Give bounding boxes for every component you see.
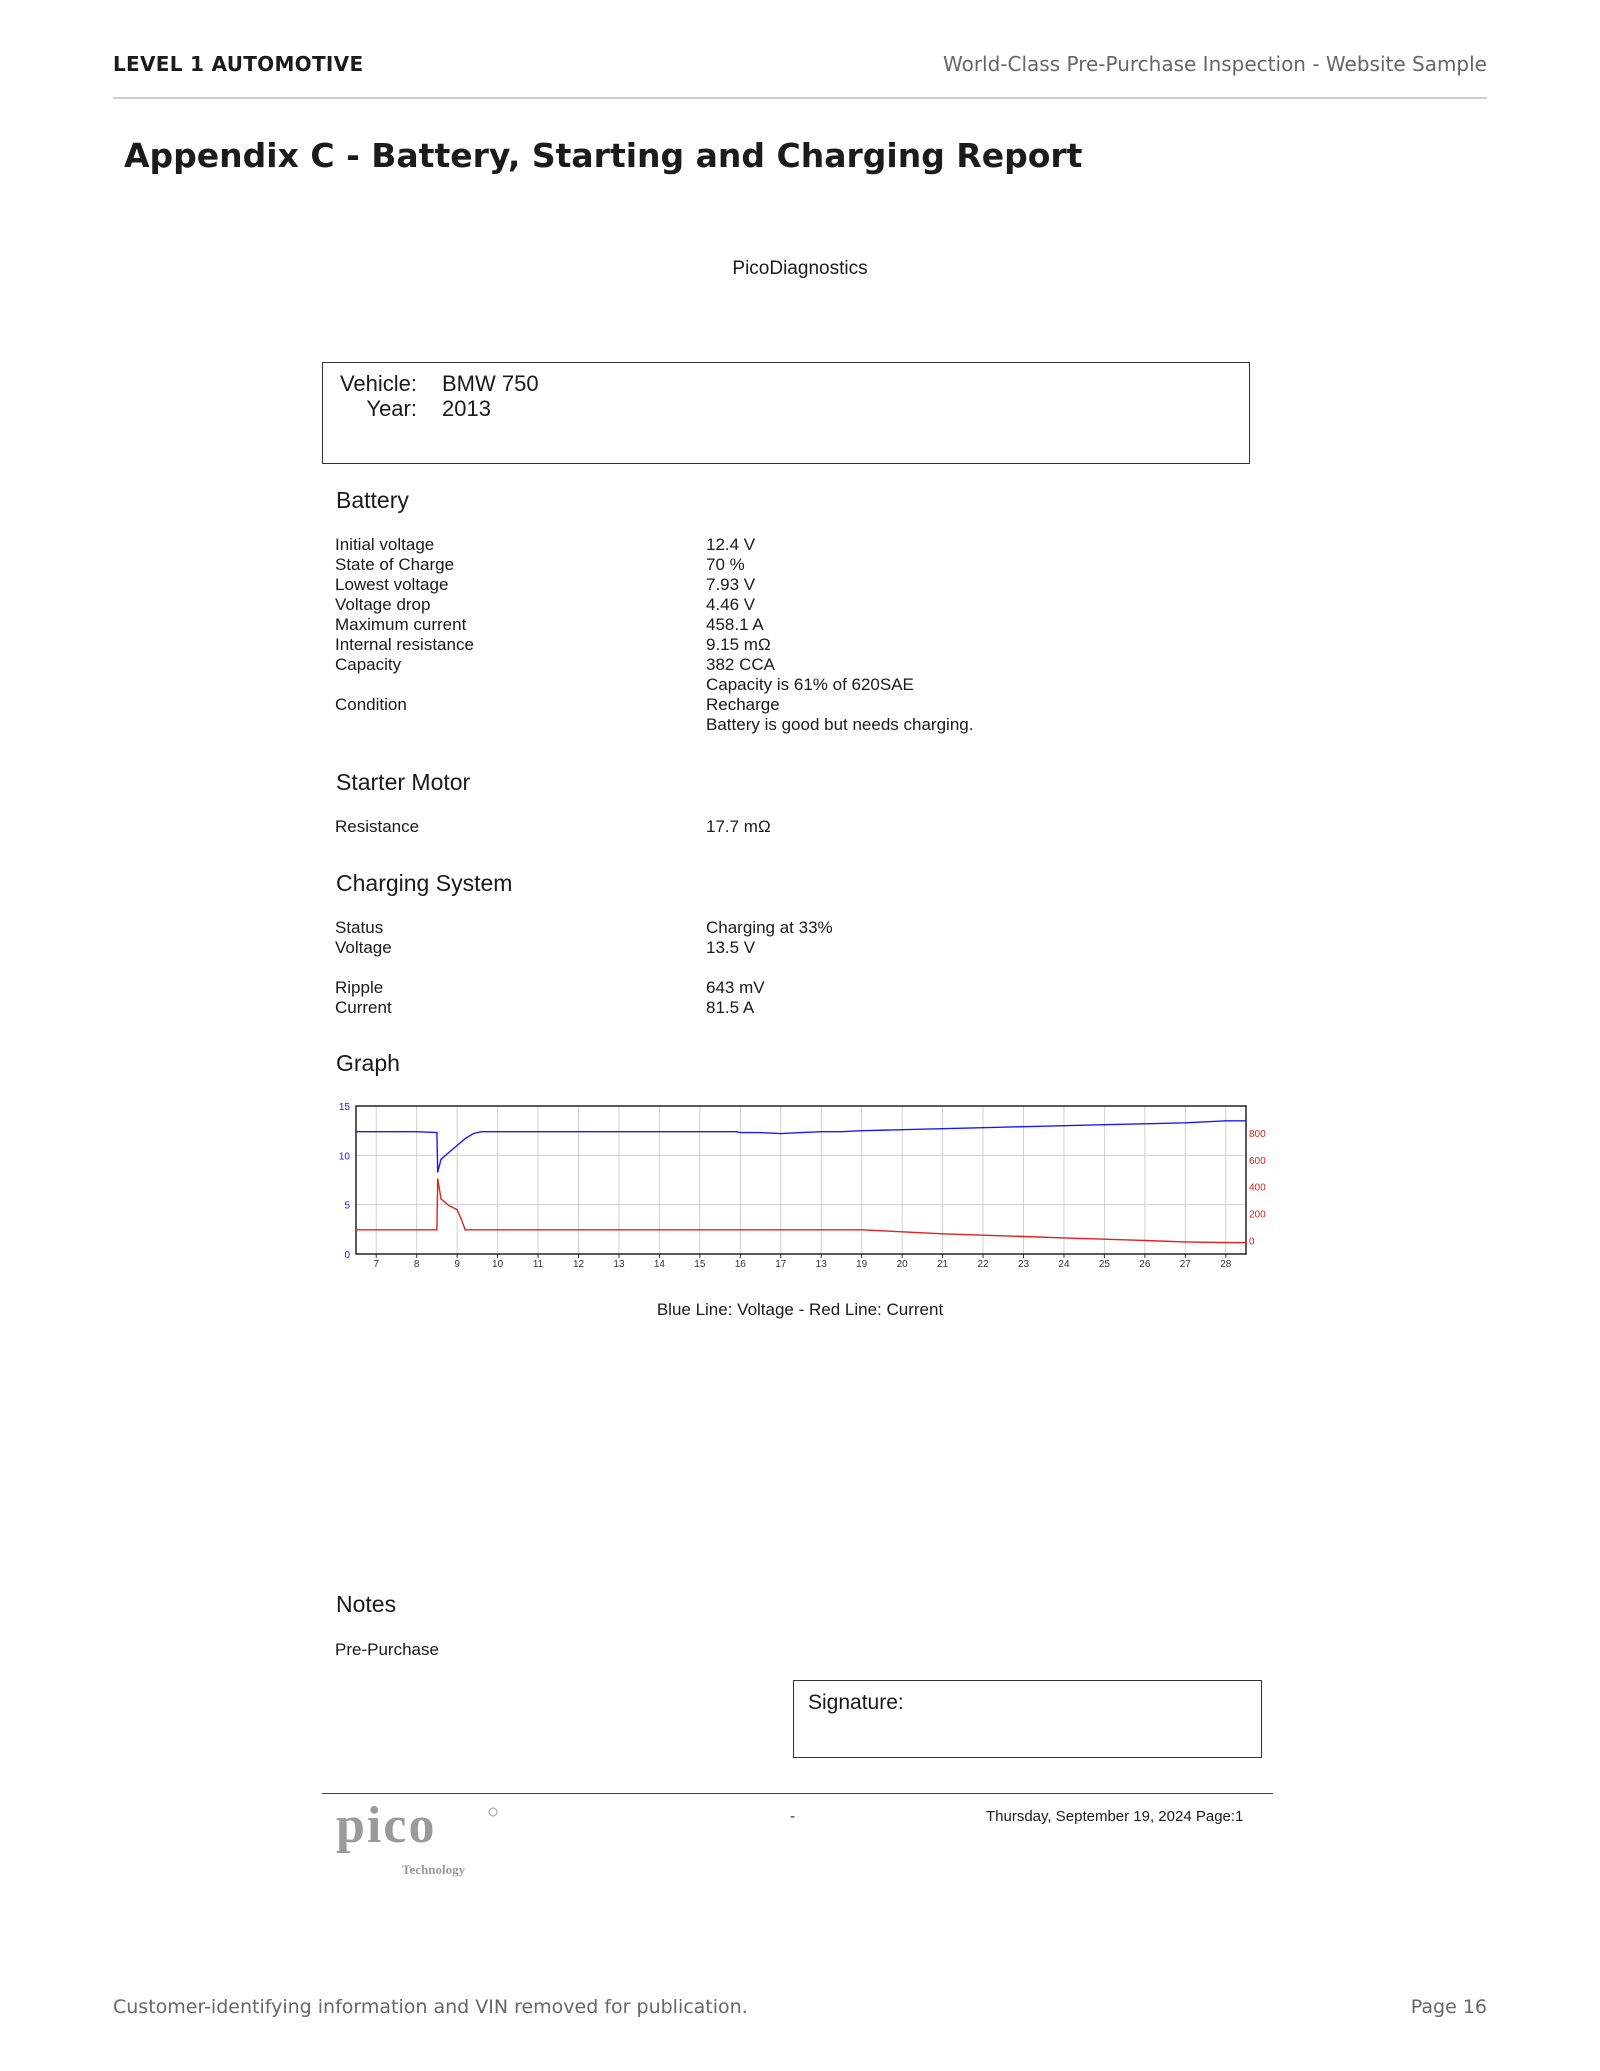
battery-row-value: 7.93 V — [706, 575, 756, 594]
y-left-tick-label: 10 — [338, 1151, 350, 1163]
voltage-point — [1104, 1124, 1105, 1125]
x-tick-label: 14 — [653, 1259, 665, 1270]
battery-row-label: State of Charge — [335, 555, 455, 574]
voltage-point — [1245, 1120, 1246, 1121]
x-tick-label: 9 — [454, 1259, 460, 1270]
current-point — [1104, 1239, 1105, 1240]
voltage-point — [821, 1131, 822, 1132]
voltage-point — [800, 1132, 801, 1133]
report-footer-divider — [322, 1793, 1273, 1794]
voltage-point — [659, 1131, 660, 1132]
chart-svg — [330, 1096, 1266, 1276]
battery-row-value: Recharge — [706, 695, 780, 714]
current-point — [440, 1198, 441, 1199]
voltage-point — [942, 1128, 943, 1129]
x-tick-label: 28 — [1220, 1259, 1232, 1270]
x-tick-label: 21 — [937, 1259, 949, 1270]
vehicle-value: BMW 750 — [442, 371, 539, 396]
current-point — [902, 1231, 903, 1232]
voltage-point — [489, 1131, 490, 1132]
current-point — [437, 1178, 438, 1179]
y-left-tick-label: 15 — [338, 1102, 350, 1113]
current-point — [1225, 1242, 1226, 1243]
voltage-point — [448, 1152, 449, 1153]
voltage-point — [1225, 1120, 1226, 1121]
plot-area — [356, 1106, 1246, 1254]
y-right-tick-label: 400 — [1249, 1182, 1266, 1194]
charging-row-value: Charging at 33% — [706, 918, 833, 937]
x-tick-label: 16 — [734, 1259, 746, 1270]
graph-caption: Blue Line: Voltage - Red Line: Current — [656, 1300, 944, 1319]
current-point — [1245, 1242, 1246, 1243]
y-right-tick-label: 200 — [1249, 1209, 1266, 1221]
x-tick-label: 27 — [1179, 1259, 1191, 1270]
current-point — [497, 1229, 498, 1230]
battery-row-value: 458.1 A — [706, 615, 764, 634]
voltage-point — [780, 1133, 781, 1134]
battery-row-label: Initial voltage — [335, 535, 435, 554]
battery-row-value: Battery is good but needs charging. — [706, 715, 974, 734]
voltage-point — [396, 1131, 397, 1132]
charging-row-value: 643 mV — [706, 978, 765, 997]
starter-row-value: 17.7 mΩ — [706, 817, 771, 836]
pico-logo-graphic — [330, 1797, 510, 1880]
current-point — [436, 1229, 437, 1230]
voltage-point — [1023, 1126, 1024, 1127]
vehicle-info-box — [322, 362, 1250, 464]
current-point — [861, 1229, 862, 1230]
battery-row-label: Capacity — [335, 655, 402, 674]
x-tick-label: 26 — [1139, 1259, 1151, 1270]
voltage-point — [473, 1133, 474, 1134]
x-tick-label: 11 — [532, 1259, 544, 1270]
starter-heading: Starter Motor — [336, 769, 471, 795]
pico-technology-logo — [330, 1797, 510, 1880]
voltage-point — [440, 1159, 441, 1160]
x-tick-label: 10 — [492, 1259, 504, 1270]
battery-row-label: Maximum current — [335, 615, 467, 634]
battery-row-value: 382 CCA — [706, 655, 775, 674]
year-label: Year: — [366, 396, 417, 421]
charging-row-value: 13.5 V — [706, 938, 756, 957]
voltage-point — [841, 1131, 842, 1132]
voltage-point — [1185, 1122, 1186, 1123]
current-point — [942, 1233, 943, 1234]
voltage-point — [1144, 1123, 1145, 1124]
battery-row-label: Voltage drop — [335, 595, 431, 614]
graph-heading: Graph — [336, 1050, 400, 1076]
voltage-point — [861, 1130, 862, 1131]
vehicle-label: Vehicle: — [339, 371, 417, 396]
voltage-point — [481, 1131, 482, 1132]
voltage-current-chart — [330, 1096, 1266, 1276]
x-tick-label: 22 — [977, 1259, 989, 1270]
charging-heading: Charging System — [336, 870, 513, 896]
battery-row-label: Lowest voltage — [335, 575, 449, 594]
x-tick-label: 13 — [613, 1259, 625, 1270]
y-right-tick-label: 800 — [1249, 1128, 1266, 1140]
current-point — [457, 1209, 458, 1210]
battery-row-value: 9.15 mΩ — [706, 635, 771, 654]
voltage-point — [902, 1129, 903, 1130]
current-point — [461, 1218, 462, 1219]
y-right-tick-label: 0 — [1249, 1236, 1255, 1248]
x-tick-label: 25 — [1098, 1259, 1110, 1270]
voltage-point — [760, 1132, 761, 1133]
current-point — [1144, 1240, 1145, 1241]
x-tick-label: 15 — [694, 1259, 706, 1270]
current-point — [659, 1229, 660, 1230]
notes-text: Pre-Purchase — [335, 1640, 439, 1659]
x-tick-label: 24 — [1058, 1259, 1070, 1270]
y-left-tick-label: 0 — [344, 1250, 350, 1261]
brand-name: LEVEL 1 AUTOMOTIVE — [113, 52, 364, 76]
current-point — [578, 1229, 579, 1230]
signature-box — [793, 1680, 1262, 1758]
x-tick-label: 13 — [815, 1259, 827, 1270]
charging-row-label: Ripple — [335, 978, 384, 997]
svg-text:pico: pico — [336, 1797, 437, 1854]
battery-heading: Battery — [336, 487, 409, 513]
publication-note: Customer-identifying information and VIN removed for publication. — [113, 1996, 748, 2018]
voltage-point — [355, 1131, 356, 1132]
charging-row-label: Current — [335, 998, 392, 1017]
x-tick-label: 17 — [775, 1259, 787, 1270]
x-tick-label: 12 — [572, 1259, 585, 1270]
voltage-point — [497, 1131, 498, 1132]
y-right-tick-label: 600 — [1249, 1155, 1266, 1167]
current-point — [982, 1235, 983, 1236]
battery-row-value: 12.4 V — [706, 535, 756, 554]
page-number: Page 16 — [1410, 1996, 1487, 2018]
voltage-point — [982, 1127, 983, 1128]
voltage-point — [408, 1131, 409, 1132]
battery-row-value: Capacity is 61% of 620SAE — [706, 675, 914, 694]
signature-label: Signature: — [808, 1691, 904, 1714]
x-tick-label: 7 — [373, 1259, 380, 1270]
current-point — [465, 1229, 466, 1230]
battery-row-value: 70 % — [706, 555, 745, 574]
voltage-point — [1063, 1125, 1064, 1126]
voltage-point — [436, 1132, 437, 1133]
starter-row-label: Resistance — [335, 817, 420, 836]
x-tick-label: 23 — [1017, 1259, 1030, 1270]
year-value: 2013 — [442, 396, 491, 421]
svg-text:Technology: Technology — [402, 1862, 466, 1877]
report-date-page: Thursday, September 19, 2024 Page:1 — [986, 1808, 1244, 1825]
current-point — [1063, 1237, 1064, 1238]
voltage-point — [736, 1131, 737, 1132]
current-point — [355, 1229, 356, 1230]
charging-row-value: 81.5 A — [706, 998, 755, 1017]
current-point — [821, 1229, 822, 1230]
battery-row-label: Internal resistance — [335, 635, 474, 654]
voltage-point — [578, 1131, 579, 1132]
voltage-point — [437, 1172, 438, 1173]
current-point — [448, 1205, 449, 1206]
charging-row-label: Voltage — [335, 938, 392, 957]
notes-heading: Notes — [336, 1591, 397, 1617]
x-tick-label: 8 — [413, 1259, 420, 1270]
battery-row-value: 4.46 V — [706, 595, 756, 614]
current-point — [740, 1229, 741, 1230]
voltage-point — [416, 1131, 417, 1132]
current-point — [1185, 1241, 1186, 1242]
x-tick-label: 19 — [856, 1259, 868, 1270]
voltage-point — [465, 1138, 466, 1139]
current-point — [1023, 1236, 1024, 1237]
report-tool-name: PicoDiagnostics — [732, 258, 868, 279]
footer-dash: - — [790, 1808, 795, 1825]
x-tick-label: 20 — [896, 1259, 908, 1270]
y-left-tick-label: 5 — [344, 1200, 350, 1212]
page-title: Appendix C - Battery, Starting and Charging Report — [124, 136, 1083, 175]
battery-row-label: Condition — [335, 695, 407, 714]
header-subtitle: World-Class Pre-Purchase Inspection - Website Sample — [942, 52, 1487, 76]
charging-row-label: Status — [335, 918, 384, 937]
voltage-point — [457, 1145, 458, 1146]
voltage-point — [740, 1132, 741, 1133]
